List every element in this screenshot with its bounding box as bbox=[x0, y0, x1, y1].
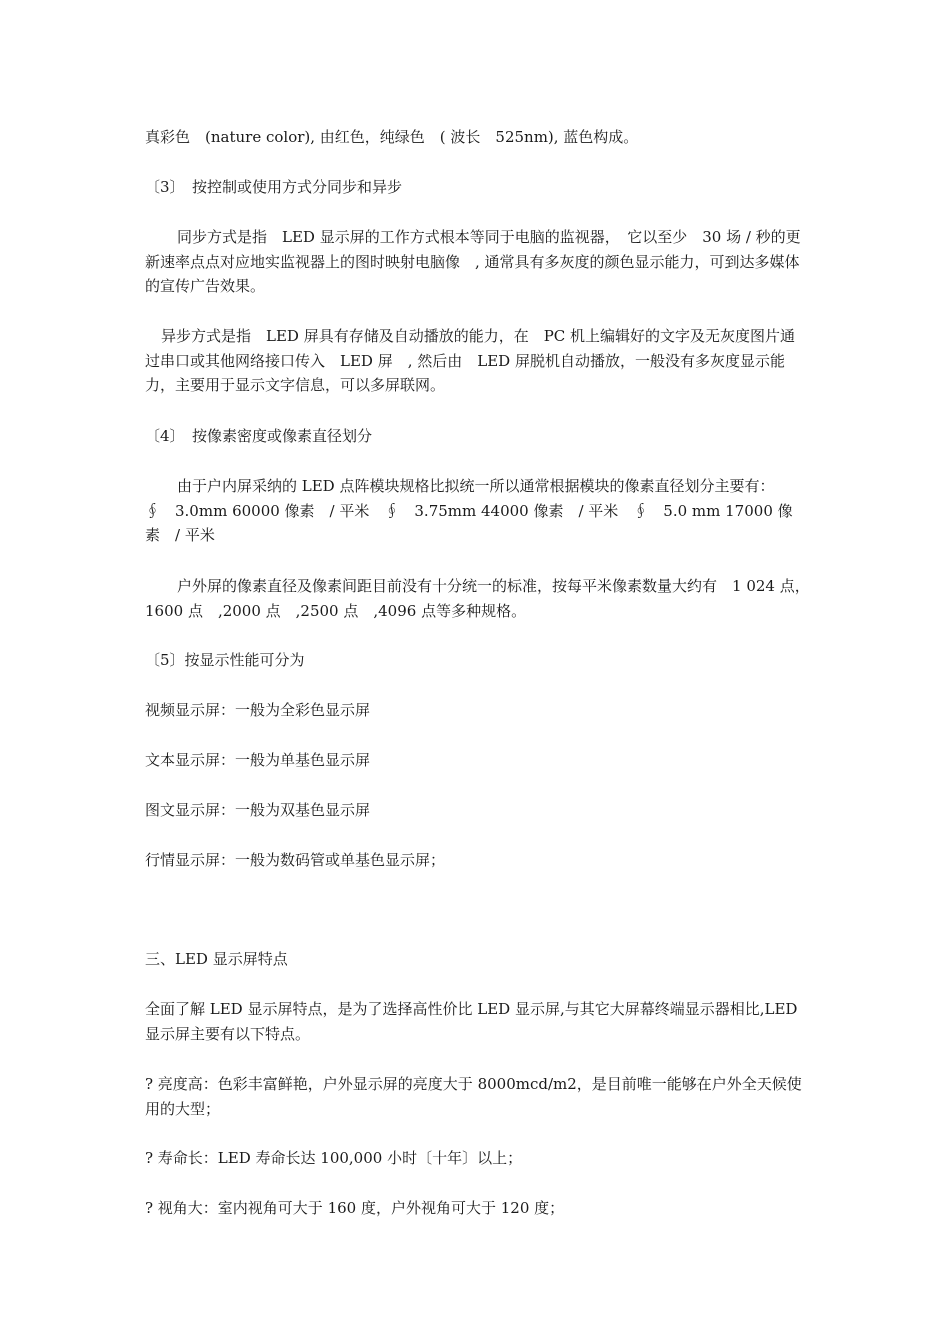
list-item-text-screen: 文本显示屏：一般为单基色显示屏 bbox=[145, 751, 371, 769]
paragraph-sync-mode: 同步方式是指 LED 显示屏的工作方式根本等同于电脑的监视器， 它以至少 30 场 / 秒的更新速率点点对应地实监视器上的图时映射电脑像 , 通常具有多灰度的颜色显示能力，可到达多媒体的宣传广告效果。 bbox=[145, 228, 801, 295]
feature-item-lifespan: ? 寿命长：LED 寿命长达 100,000 小时〔十年〕以上； bbox=[145, 1149, 523, 1167]
paragraph-indoor-pixels: 由于户内屏采纳的 LED 点阵模块规格比拟统一所以通常根据模块的像素直径划分主要有： ∮ 3.0mm 60000 像素 / 平米 ∮ 3.75mm 44000 像素 / 平米 ∮ 5.0 mm 17000 像素 / 平米 bbox=[145, 477, 842, 544]
feature-item-brightness: ? 亮度高：色彩丰富鲜艳，户外显示屏的亮度大于 8000mcd/m2，是目前唯一能够在户外全天候使用的大型； bbox=[145, 1075, 802, 1118]
heading-pixel-density: 〔4〕 按像素密度或像素直径划分 bbox=[145, 427, 373, 445]
list-item-video-screen: 视频显示屏：一般为全彩色显示屏 bbox=[145, 701, 371, 719]
paragraph-true-color: 真彩色 (nature color), 由红色，纯绿色 ( 波长 525nm), 蓝色构成。 bbox=[145, 128, 639, 146]
paragraph-features-intro: 全面了解 LED 显示屏特点，是为了选择高性价比 LED 显示屏,与其它大屏幕终端显示器相比,LED 显示屏主要有以下特点。 bbox=[145, 1000, 803, 1043]
section-heading-led-features: 三、LED 显示屏特点 bbox=[145, 950, 288, 968]
paragraph-async-mode: 异步方式是指 LED 屏具有存储及自动播放的能力，在 PC 机上编辑好的文字及无灰度图片通过串口或其他网络接口传入 LED 屏 , 然后由 LED 屏脱机自动播放，一般没有多灰度显示能力，主要用于显示文字信息，可以多屏联网。 bbox=[145, 327, 796, 394]
heading-display-performance: 〔5〕按显示性能可分为 bbox=[145, 651, 305, 669]
list-item-graphic-screen: 图文显示屏：一般为双基色显示屏 bbox=[145, 801, 371, 819]
list-item-market-screen: 行情显示屏：一般为数码管或单基色显示屏； bbox=[145, 851, 446, 869]
paragraph-outdoor-pixels: 户外屏的像素直径及像素间距目前没有十分统一的标准，按每平米像素数量大约有 1 024 点， 1600 点 ,2000 点 ,2500 点 ,4096 点等多种规格。 bbox=[145, 577, 818, 620]
heading-sync-async: 〔3〕 按控制或使用方式分同步和异步 bbox=[145, 178, 403, 196]
document-page bbox=[145, 0, 842, 1344]
feature-item-viewing-angle: ? 视角大：室内视角可大于 160 度，户外视角可大于 120 度； bbox=[145, 1199, 565, 1217]
